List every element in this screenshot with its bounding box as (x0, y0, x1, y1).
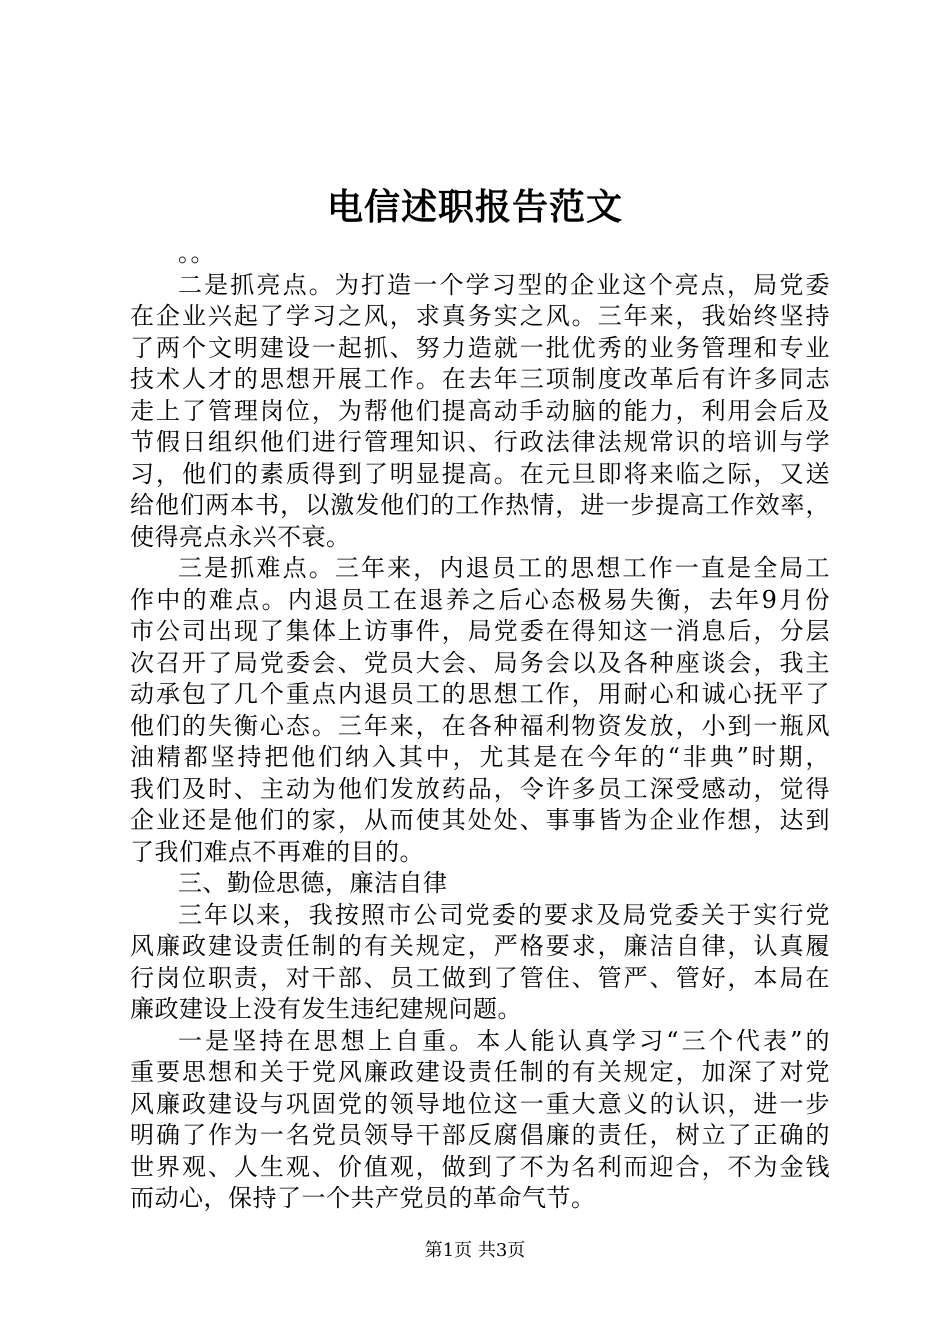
text-line: 走上了管理岗位，为帮他们提高动手动脑的能力，利用会后及 (130, 396, 830, 425)
text-line: 动承包了几个重点内退员工的思想工作，用耐心和诚心抚平了 (130, 680, 830, 708)
document-body (130, 238, 830, 1215)
text-line: 作中的难点。内退员工在退养之后心态极易失衡，去年9月份 (130, 585, 830, 614)
text-line: 世界观、人生观、价值观，做到了不为名利而迎合，不为金钱 (130, 1152, 830, 1181)
text-line: 他们的失衡心态。三年来，在各种福利物资发放，小到一瓶风 (130, 711, 830, 740)
text-line: 三、勤俭思德，廉洁自律 (178, 869, 448, 897)
text-line: 二是抓亮点。为打造一个学习型的企业这个亮点，局党委 (178, 270, 830, 299)
text-line: 三是抓难点。三年来，内退员工的思想工作一直是全局工 (178, 554, 830, 582)
text-line: 风廉政建设与巩固党的领导地位这一重大意义的认识，进一步 (130, 1089, 830, 1118)
page-title: 电信述职报告范文 (326, 186, 623, 228)
text-line: 了两个文明建设一起抓、努力造就一批优秀的业务管理和专业 (130, 333, 830, 362)
text-line: 。。 (178, 239, 215, 267)
text-line: 明确了作为一名党员领导干部反腐倡廉的责任，树立了正确的 (130, 1121, 830, 1149)
text-line: 市公司出现了集体上访事件，局党委在得知这一消息后，分层 (130, 617, 830, 645)
page-number-footer: 第1页 共3页 (424, 1240, 526, 1261)
text-line: 重要思想和关于党风廉政建设责任制的有关规定，加深了对党 (130, 1058, 830, 1086)
text-line: 廉政建设上没有发生违纪建规问题。 (130, 995, 522, 1023)
text-line: 行岗位职责，对干部、员工做到了管住、管严、管好，本局在 (130, 963, 830, 992)
text-line: 而动心，保持了一个共产党员的革命气节。 (130, 1184, 596, 1212)
text-line: 在企业兴起了学习之风，求真务实之风。三年来，我始终坚持 (130, 302, 830, 330)
text-line: 三年以来，我按照市公司党委的要求及局党委关于实行党 (178, 900, 830, 929)
text-line: 次召开了局党委会、党员大会、局务会以及各种座谈会，我主 (130, 648, 830, 677)
text-line: 油精都坚持把他们纳入其中，尤其是在今年的“非典”时期， (130, 743, 830, 771)
text-line: 风廉政建设责任制的有关规定，严格要求，廉洁自律，认真履 (130, 932, 830, 960)
text-line: 我们及时、主动为他们发放药品，令许多员工深受感动，觉得 (130, 774, 830, 803)
text-line: 了我们难点不再难的目的。 (130, 837, 424, 866)
text-line: 一是坚持在思想上自重。本人能认真学习“三个代表”的 (178, 1026, 830, 1055)
text-line: 习，他们的素质得到了明显提高。在元旦即将来临之际，又送 (130, 459, 830, 488)
text-line: 给他们两本书，以激发他们的工作热情，进一步提高工作效率， (130, 491, 830, 519)
text-line: 使得亮点永兴不衰。 (130, 522, 351, 551)
text-line: 企业还是他们的家，从而使其处处、事事皆为企业作想，达到 (130, 806, 830, 834)
text-line: 技术人才的思想开展工作。在去年三项制度改革后有许多同志 (130, 365, 830, 393)
text-line: 节假日组织他们进行管理知识、行政法律法规常识的培训与学 (130, 428, 830, 456)
